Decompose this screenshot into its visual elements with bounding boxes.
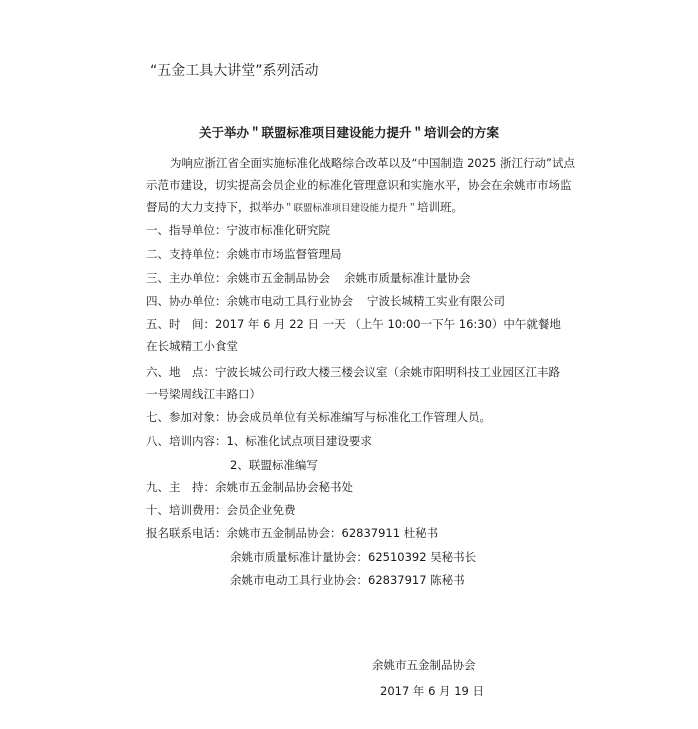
series-heading: “五金工具大讲堂”系列活动 — [150, 63, 319, 79]
item-participants: 七、参加对象：协会成员单位有关标准编写与标准化工作管理人员。 — [146, 410, 491, 424]
intro-text: 为响应浙江省全面实施标准化战略综合改革以及“中国制造 2025 浙江行动”试点示范市建设，切实提高会员企业的标准化管理意识和实施水平，协会在余姚市市场监督局的大力支持下，拟举办 — [146, 156, 575, 214]
item-guidance-unit: 一、指导单位：宁波市标准化研究院 — [146, 223, 330, 237]
contact-line-3: 余姚市电动工具行业协会：62837917 陈秘书 — [230, 573, 465, 587]
item-training-content-2: 2、联盟标准编写 — [230, 458, 318, 472]
host-unit-2: 余姚市质量标准计量协会 — [344, 271, 471, 285]
intro-quoted-name: ＂联盟标准项目建设能力提升＂ — [284, 203, 418, 214]
item-training-content: 八、培训内容：1、标准化试点项目建设要求 — [146, 434, 372, 448]
item-time: 五、时 间：2017 年 6 月 22 日 一天 （上午 10:00一下午 16:30）中午就餐地在长城精工小食堂 — [146, 317, 561, 353]
item-fee: 十、培训费用：会员企业免费 — [146, 503, 296, 517]
co-host-unit-2: 宁波长城精工实业有限公司 — [367, 294, 505, 308]
contact-line-1: 报名联系电话：余姚市五金制品协会：62837911 杜秘书 — [146, 526, 439, 540]
item-support-unit: 二、支持单位：余姚市市场监督管理局 — [146, 247, 342, 261]
document-title: 关于举办＂联盟标准项目建设能力提升＂培训会的方案 — [198, 125, 499, 140]
host-unit-1: 三、主办单位：余姚市五金制品协会 — [146, 271, 330, 285]
intro-paragraph — [146, 152, 576, 220]
intro-text-end: 培训班。 — [417, 200, 464, 214]
item-host-units — [146, 269, 471, 287]
item-location: 六、地 点：宁波长城公司行政大楼三楼会议室（余姚市阳明科技工业园区江丰路一号梁周线江丰路口） — [146, 365, 560, 401]
item-host: 九、主 持：余姚市五金制品协会秘书处 — [146, 480, 353, 494]
co-host-unit-1: 四、协办单位：余姚市电动工具行业协会 — [146, 294, 353, 308]
contact-line-2: 余姚市质量标准计量协会：62510392 吴秘书长 — [230, 550, 477, 564]
signature-date: 2017 年 6 月 19 日 — [380, 684, 484, 698]
signature-org: 余姚市五金制品协会 — [372, 658, 476, 672]
item-co-host-units — [146, 292, 505, 310]
